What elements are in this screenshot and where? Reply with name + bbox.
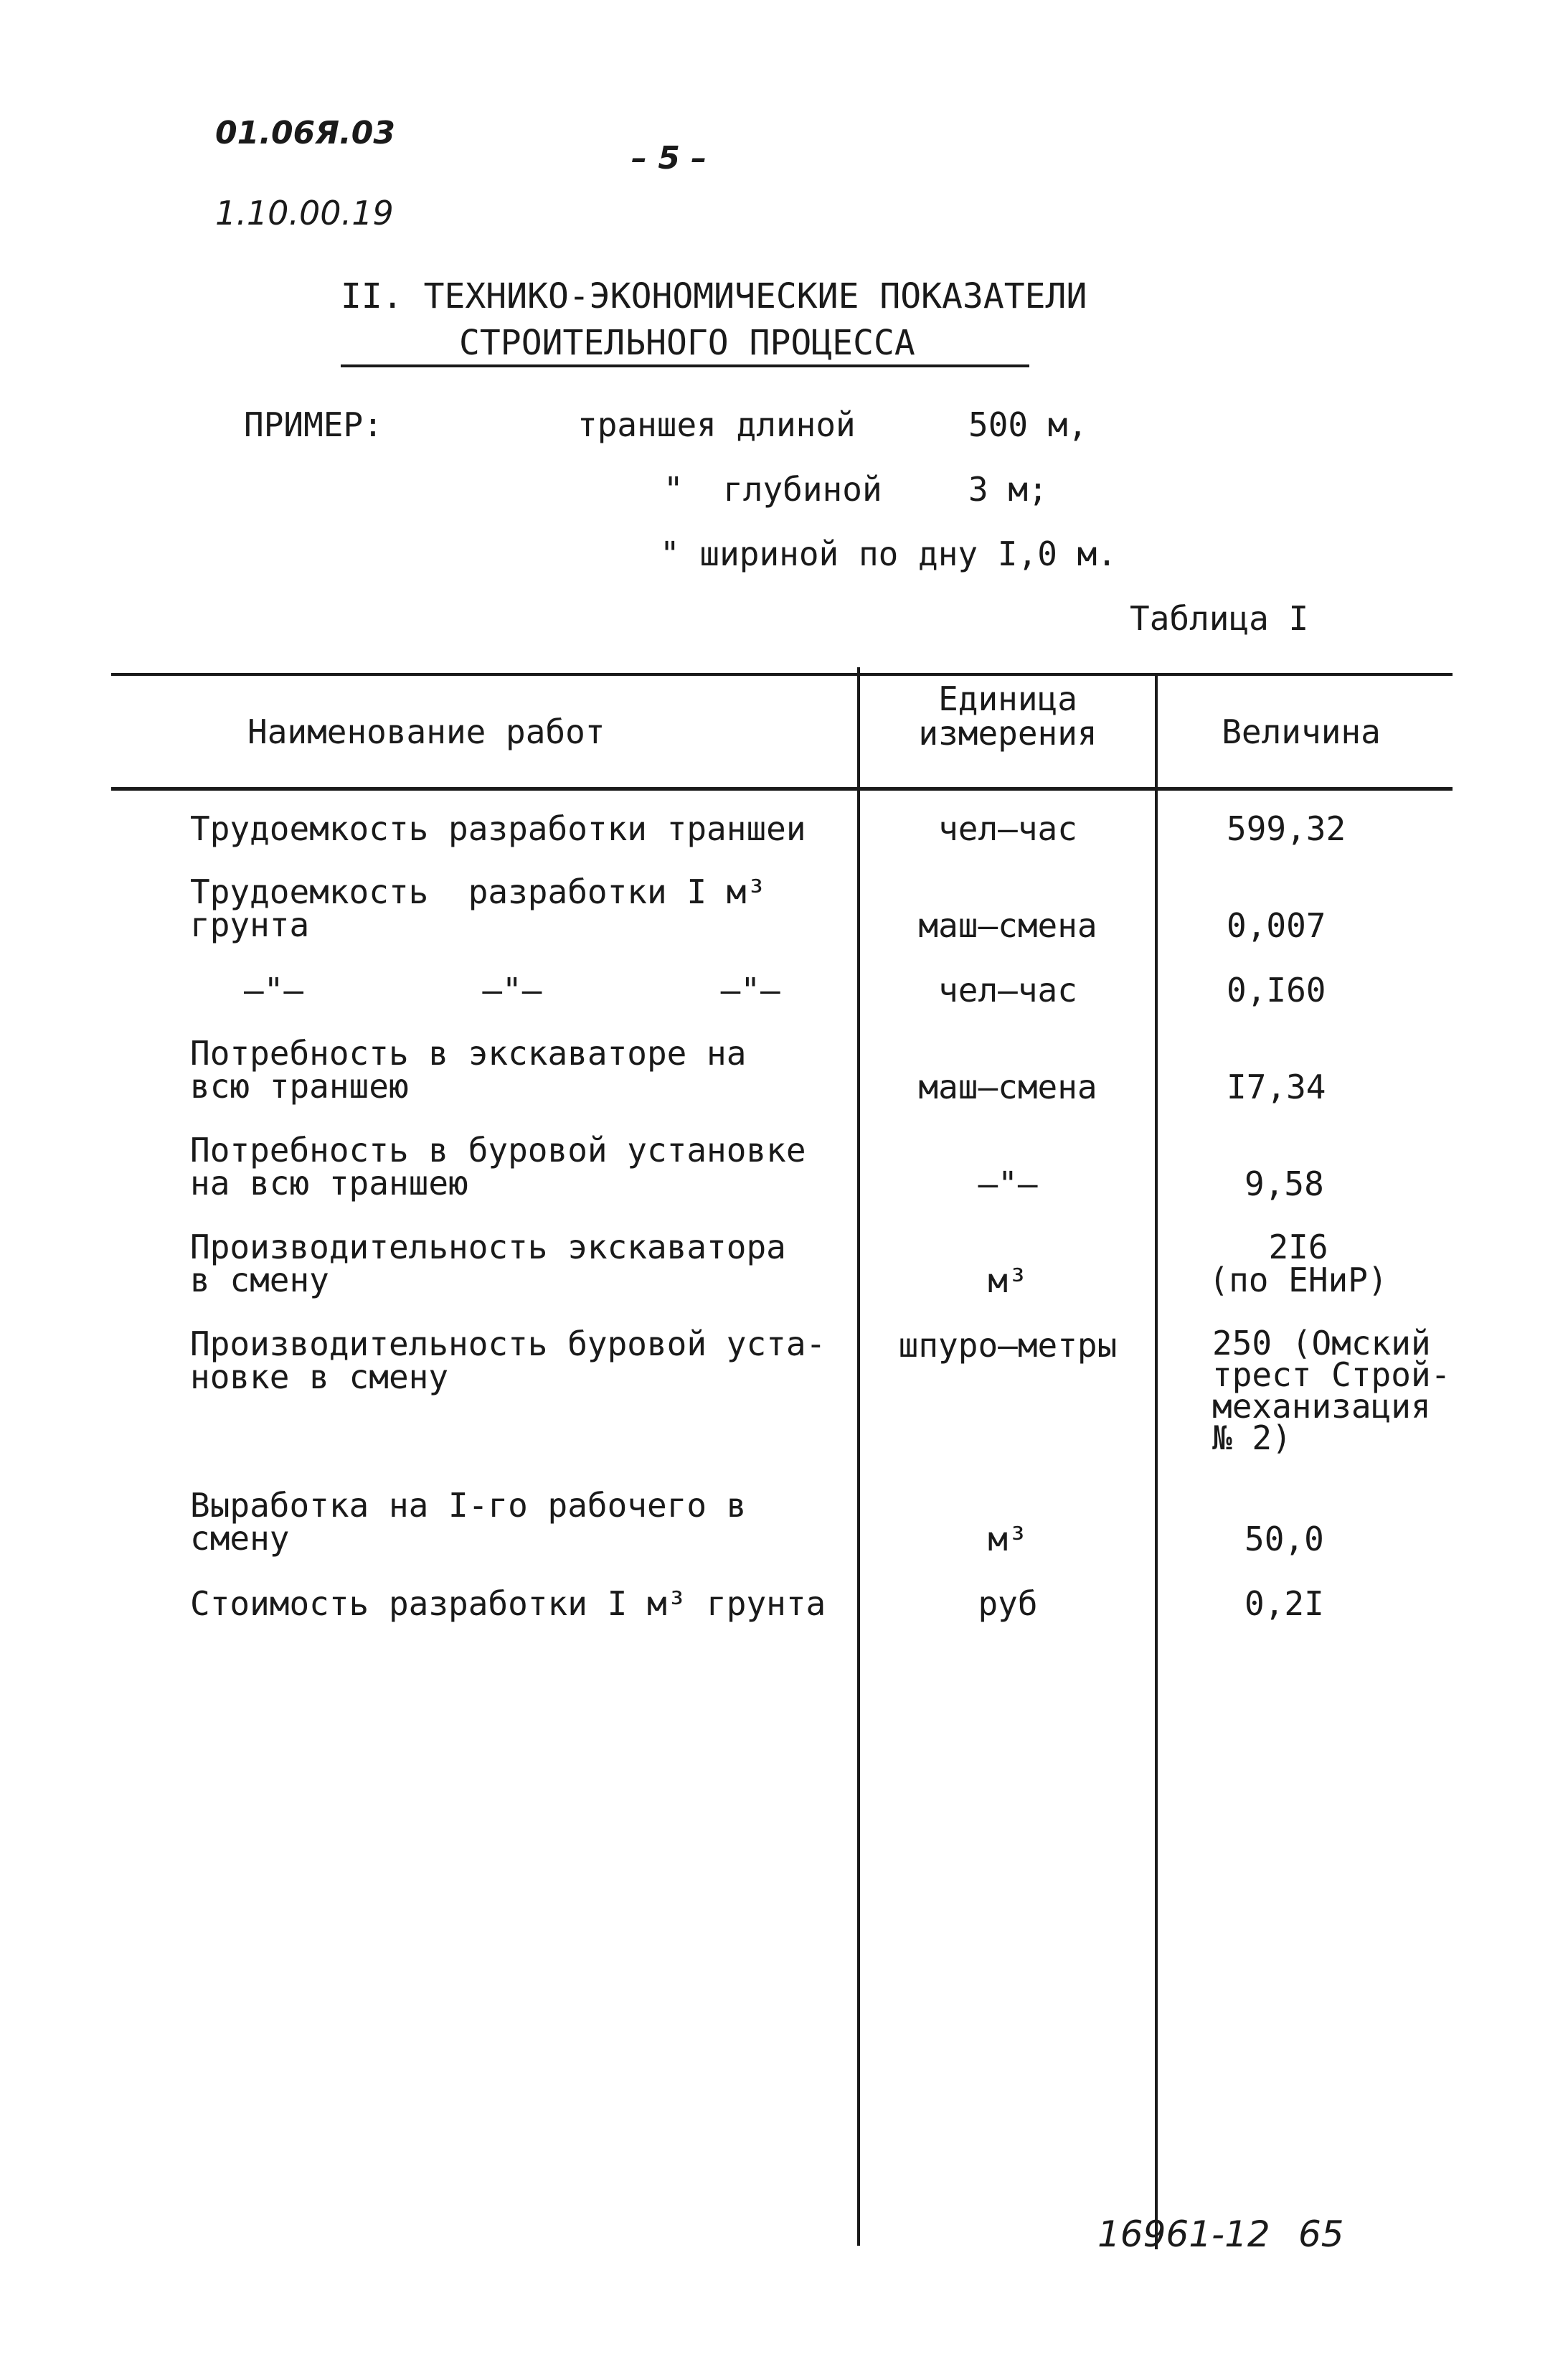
row-unit: м³ <box>988 1520 1028 1558</box>
table-top-rule <box>111 673 1453 676</box>
row-unit: чел–час <box>938 809 1077 848</box>
row-unit: чел–час <box>938 971 1077 1009</box>
example-line-2-text: " глубиной <box>663 470 882 509</box>
column-divider-1 <box>857 667 860 2246</box>
row-name: Трудоемкость разработки I м³ грунта <box>190 872 767 944</box>
example-line-1-value: 500 м, <box>968 405 1088 444</box>
row-value: 599,32 <box>1227 809 1346 848</box>
example-line-1-text: траншея длиной <box>577 405 856 444</box>
row-value: 0,007 <box>1227 906 1326 945</box>
row-unit: руб <box>978 1584 1038 1623</box>
row-value: 250 (Омский трест Строй- механизация № 2) <box>1212 1324 1451 1457</box>
page-mark: – 5 – <box>631 140 707 177</box>
row-name: Трудоемкость разработки траншеи <box>190 809 806 848</box>
row-name: Потребность в буровой установке на всю траншею <box>190 1131 806 1203</box>
table-header-rule <box>111 787 1453 791</box>
section-title-line-2: СТРОИТЕЛЬНОГО ПРОЦЕССА <box>459 323 915 363</box>
row-unit: маш–смена <box>918 1068 1097 1106</box>
row-name: Производительность буровой уста- новке в смену <box>190 1324 826 1396</box>
row-value: 0,I60 <box>1227 971 1326 1009</box>
row-unit: шпуро–метры <box>898 1326 1118 1365</box>
row-name: Потребность в экскаваторе на всю траншею <box>190 1034 747 1106</box>
document-code-1: 01.06Я.03 <box>215 115 396 151</box>
row-value: 9,58 <box>1245 1164 1324 1203</box>
row-value: 50,0 <box>1245 1520 1324 1558</box>
row-name: Выработка на I-го рабочего в смену <box>190 1486 747 1558</box>
row-value: I7,34 <box>1227 1068 1326 1106</box>
row-unit: м³ <box>988 1261 1028 1300</box>
header-unit: Единица измерения <box>918 679 1097 753</box>
footer-page-number: 65 <box>1298 2213 1344 2255</box>
example-label: ПРИМЕР: <box>244 405 383 444</box>
example-line-2-value: 3 м; <box>968 470 1048 509</box>
row-name: –"– –"– –"– <box>244 971 780 1009</box>
table-caption: Таблица I <box>1130 599 1309 638</box>
row-unit: –"– <box>978 1164 1038 1203</box>
row-value: 2I6 (по ЕНиР) <box>1209 1228 1388 1299</box>
example-line-3-text: " шириной по дну I,0 м. <box>660 535 1117 573</box>
document-code-2: 1.10.00.19 <box>215 194 394 232</box>
section-title-line-1: II. ТЕХНИКО-ЭКОНОМИЧЕСКИЕ ПОКАЗАТЕЛИ <box>341 276 1087 316</box>
title-underline <box>341 364 1029 367</box>
header-name: Наименование работ <box>247 712 605 751</box>
footer-code: 16961-12 <box>1097 2213 1270 2255</box>
row-name: Стоимость разработки I м³ грунта <box>190 1584 826 1623</box>
row-value: 0,2I <box>1245 1584 1324 1623</box>
header-value: Величина <box>1222 712 1381 751</box>
row-unit: маш–смена <box>918 906 1097 945</box>
column-divider-2 <box>1155 674 1158 2249</box>
row-name: Производительность экскаватора в смену <box>190 1228 786 1299</box>
